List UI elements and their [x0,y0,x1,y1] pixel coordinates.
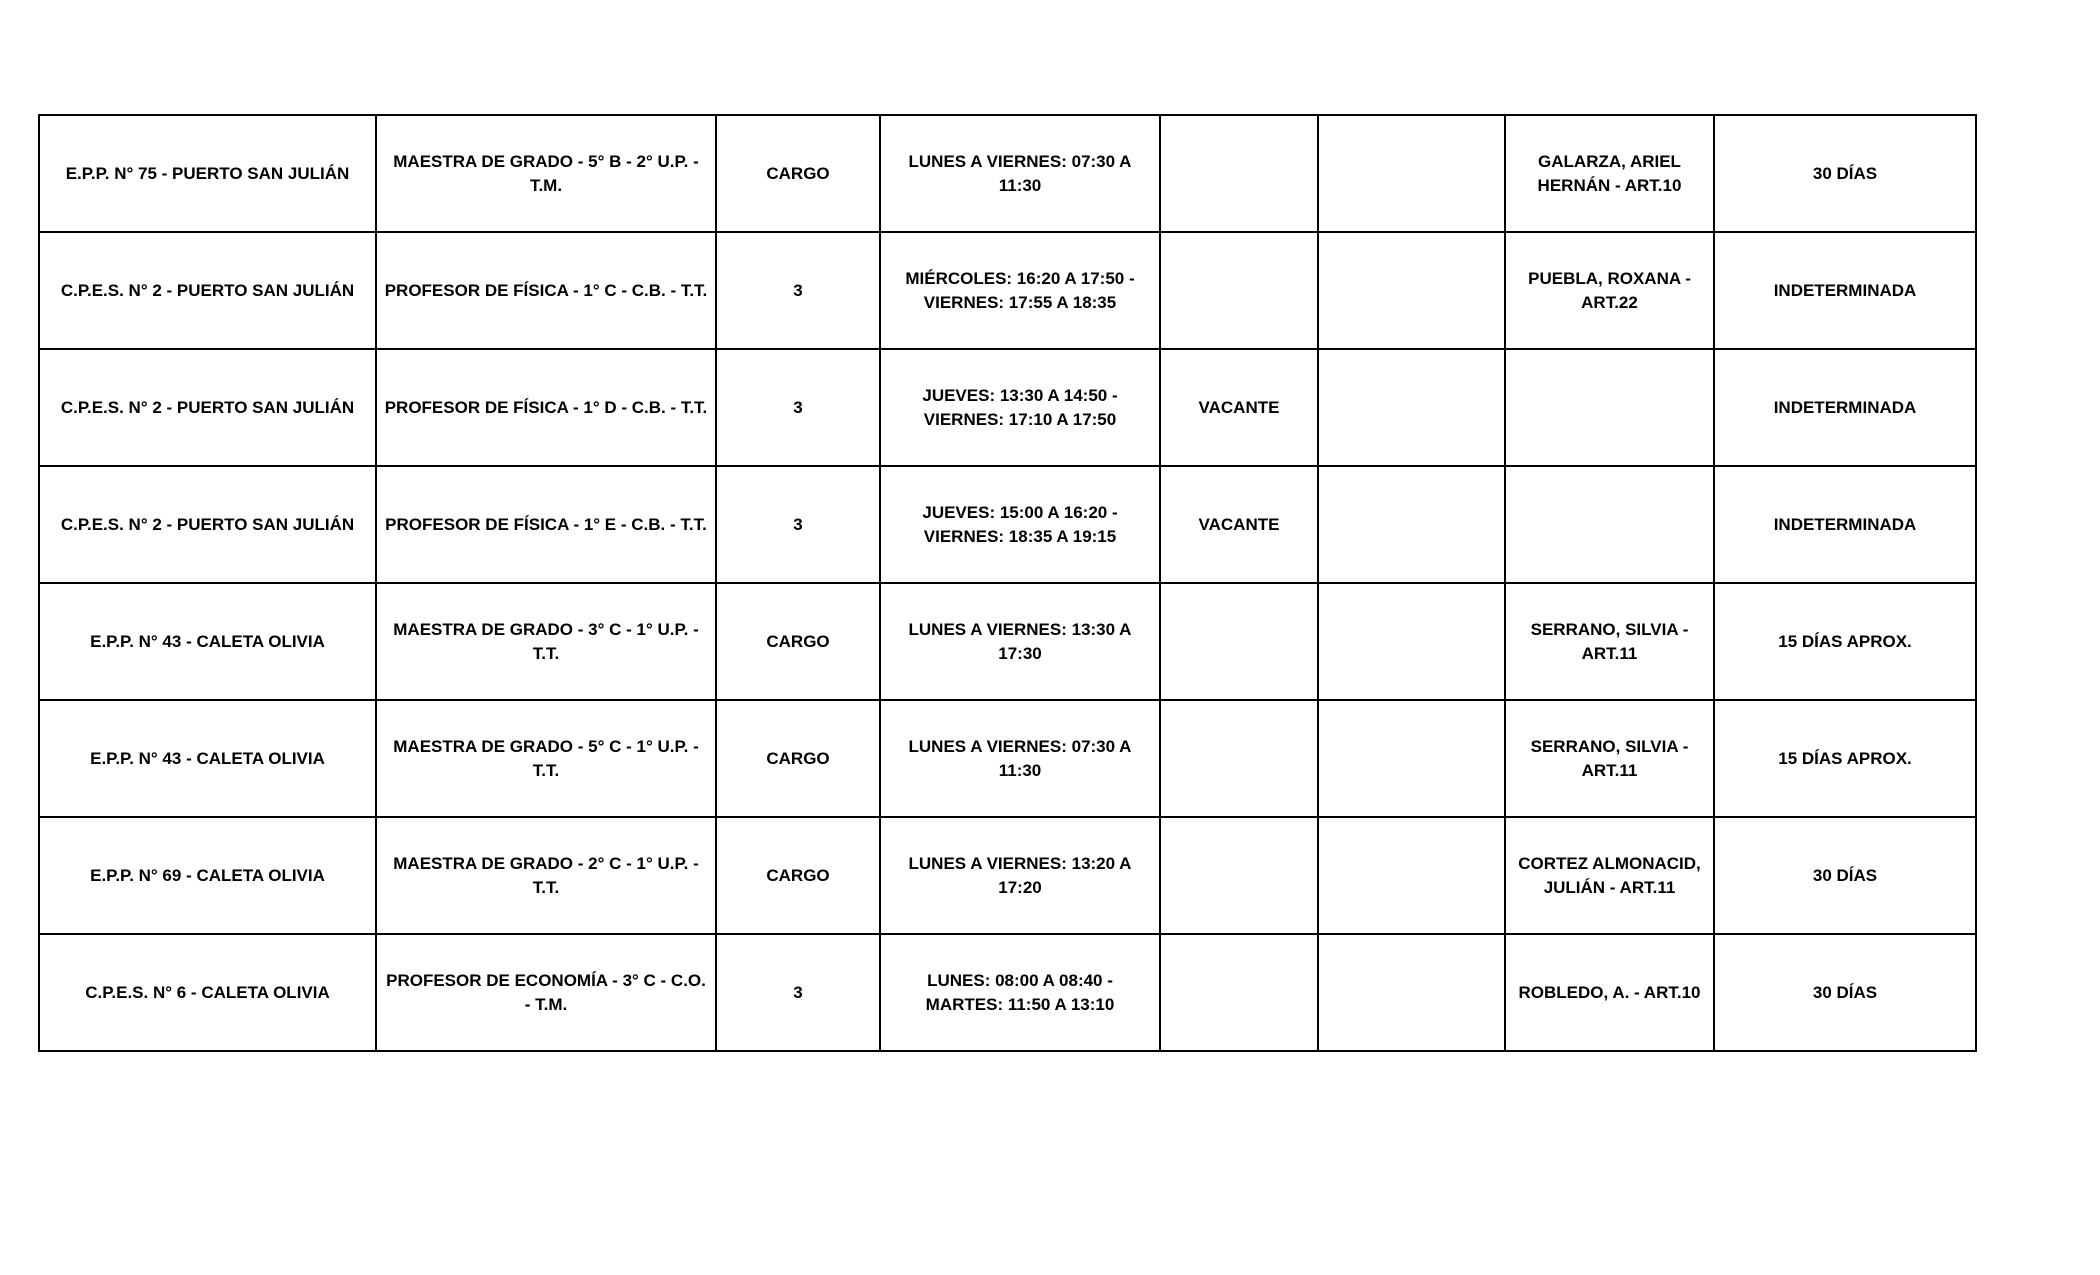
duration-cell: 30 DÍAS [1714,817,1976,934]
schedule-cell: LUNES A VIERNES: 07:30 A 11:30 [880,115,1160,232]
duration-cell: INDETERMINADA [1714,232,1976,349]
duration-cell: 30 DÍAS [1714,115,1976,232]
holder-cell: CORTEZ ALMONACID, JULIÁN - ART.11 [1505,817,1714,934]
hours-cell: CARGO [716,115,880,232]
school-cell: C.P.E.S. N° 2 - PUERTO SAN JULIÁN [39,466,376,583]
school-cell: C.P.E.S. N° 2 - PUERTO SAN JULIÁN [39,349,376,466]
duration-cell: 30 DÍAS [1714,934,1976,1051]
holder-cell: GALARZA, ARIEL HERNÁN - ART.10 [1505,115,1714,232]
status-cell [1160,583,1318,700]
status-cell: VACANTE [1160,466,1318,583]
holder-cell: ROBLEDO, A. - ART.10 [1505,934,1714,1051]
school-cell: E.P.P. N° 69 - CALETA OLIVIA [39,817,376,934]
extra-cell [1318,700,1505,817]
status-cell [1160,232,1318,349]
schedule-cell: LUNES A VIERNES: 07:30 A 11:30 [880,700,1160,817]
holder-cell [1505,349,1714,466]
hours-cell: CARGO [716,700,880,817]
status-cell [1160,817,1318,934]
hours-cell: CARGO [716,817,880,934]
extra-cell [1318,934,1505,1051]
duration-cell: INDETERMINADA [1714,349,1976,466]
holder-cell [1505,466,1714,583]
schedule-cell: MIÉRCOLES: 16:20 A 17:50 - VIERNES: 17:55 A 18:35 [880,232,1160,349]
table-row [39,700,1976,817]
vacancy-table [38,114,1977,1052]
school-cell: C.P.E.S. N° 6 - CALETA OLIVIA [39,934,376,1051]
schedule-cell: JUEVES: 15:00 A 16:20 - VIERNES: 18:35 A 19:15 [880,466,1160,583]
holder-cell: SERRANO, SILVIA - ART.11 [1505,700,1714,817]
extra-cell [1318,232,1505,349]
duration-cell: 15 DÍAS APROX. [1714,700,1976,817]
status-cell [1160,115,1318,232]
status-cell [1160,934,1318,1051]
extra-cell [1318,349,1505,466]
position-cell: PROFESOR DE ECONOMÍA - 3° C - C.O. - T.M. [376,934,716,1051]
table-row [39,232,1976,349]
hours-cell: CARGO [716,583,880,700]
position-cell: MAESTRA DE GRADO - 2° C - 1° U.P. - T.T. [376,817,716,934]
hours-cell: 3 [716,934,880,1051]
extra-cell [1318,466,1505,583]
holder-cell: SERRANO, SILVIA - ART.11 [1505,583,1714,700]
table-row [39,115,1976,232]
school-cell: C.P.E.S. N° 2 - PUERTO SAN JULIÁN [39,232,376,349]
table-row [39,583,1976,700]
position-cell: PROFESOR DE FÍSICA - 1° D - C.B. - T.T. [376,349,716,466]
table-row [39,817,1976,934]
duration-cell: INDETERMINADA [1714,466,1976,583]
position-cell: PROFESOR DE FÍSICA - 1° E - C.B. - T.T. [376,466,716,583]
schedule-cell: LUNES A VIERNES: 13:20 A 17:20 [880,817,1160,934]
position-cell: MAESTRA DE GRADO - 3° C - 1° U.P. - T.T. [376,583,716,700]
extra-cell [1318,583,1505,700]
position-cell: MAESTRA DE GRADO - 5° B - 2° U.P. - T.M. [376,115,716,232]
table-row [39,349,1976,466]
duration-cell: 15 DÍAS APROX. [1714,583,1976,700]
extra-cell [1318,817,1505,934]
schedule-cell: JUEVES: 13:30 A 14:50 - VIERNES: 17:10 A 17:50 [880,349,1160,466]
status-cell: VACANTE [1160,349,1318,466]
schedule-cell: LUNES: 08:00 A 08:40 - MARTES: 11:50 A 13:10 [880,934,1160,1051]
status-cell [1160,700,1318,817]
table-row [39,934,1976,1051]
school-cell: E.P.P. N° 43 - CALETA OLIVIA [39,700,376,817]
hours-cell: 3 [716,466,880,583]
vacancy-table-body [39,115,1976,1051]
holder-cell: PUEBLA, ROXANA - ART.22 [1505,232,1714,349]
extra-cell [1318,115,1505,232]
position-cell: PROFESOR DE FÍSICA - 1° C - C.B. - T.T. [376,232,716,349]
hours-cell: 3 [716,232,880,349]
table-row [39,466,1976,583]
school-cell: E.P.P. N° 43 - CALETA OLIVIA [39,583,376,700]
schedule-cell: LUNES A VIERNES: 13:30 A 17:30 [880,583,1160,700]
position-cell: MAESTRA DE GRADO - 5° C - 1° U.P. - T.T. [376,700,716,817]
hours-cell: 3 [716,349,880,466]
school-cell: E.P.P. N° 75 - PUERTO SAN JULIÁN [39,115,376,232]
